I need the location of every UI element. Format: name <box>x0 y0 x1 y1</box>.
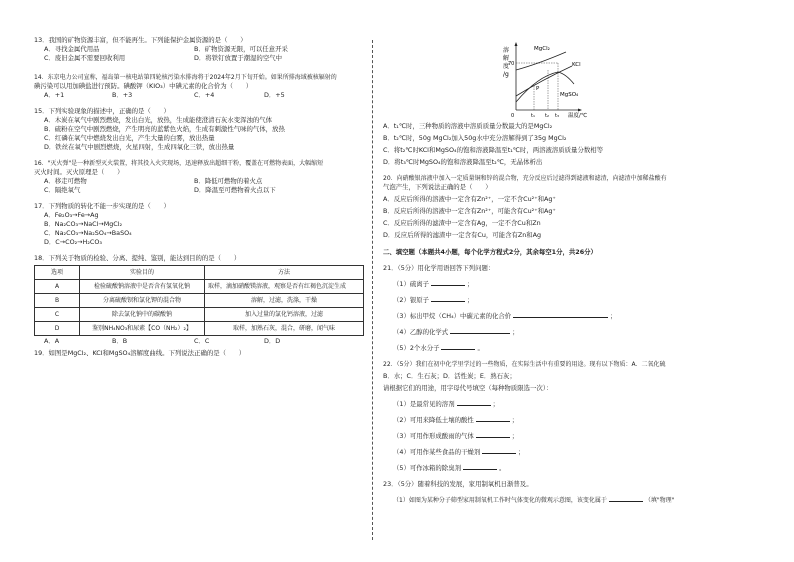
q22-item-5: （5）可作冰箱的除臭剂 <box>393 464 461 472</box>
q19-opt-a: A．t₁℃时，三种物质的溶液中溶质质量分数最大的是MgCl₂ <box>383 122 553 130</box>
right-column <box>383 122 761 505</box>
q13-opt-c: C．废旧金属不需要回收利用 <box>44 54 126 62</box>
column-divider <box>372 40 373 540</box>
q18-row-a-option: A <box>35 280 80 294</box>
question-21: 21．（5分）用化学用语回答下列问题： （1）硫离子 ； （2）银原子 ； （3）标出甲烷（CH₄）中碳元素的化合价 ； （4）乙醇的化学式 ； （5）2个水分子 。 <box>383 264 761 353</box>
q23-stem: 23．（5分）随着科技的发展，家用制氧机日渐普及。 <box>383 480 533 488</box>
q18-table <box>34 265 364 336</box>
q22-answer-1[interactable] <box>457 399 491 406</box>
q19-stem: 19．如图是MgCl₂、KCl和MgSO₄溶解度曲线。下列说法正确的是（ ） <box>34 349 246 357</box>
q16-stem-2: 灭火时间。灭火原理是（ ） <box>34 168 124 176</box>
y-axis-label-4: /g <box>503 71 509 78</box>
label-mgcl2: MgCl₂ <box>534 46 550 52</box>
q22-answer-5[interactable] <box>463 463 497 470</box>
q19-opt-c: C．将t₂℃时KCl和MgSO₄的饱和溶液降温至t₁℃时，两溶液溶质质量分数相等 <box>383 146 604 154</box>
q21-answer-4[interactable] <box>450 327 510 334</box>
q16-opt-d: D．降温至可燃物着火点以下 <box>194 186 276 194</box>
q21-answer-2[interactable] <box>431 295 465 302</box>
q17-stem: 17．下列物质的转化不能一步实现的是（ ） <box>34 202 170 210</box>
y-axis-label-3: 度 <box>503 63 510 70</box>
q13-stem: 13．我国的矿物资源丰富，但不能再生。下列能保护金属资源的是（ ） <box>34 36 247 44</box>
q18-row-b-purpose: 分离硫酸钡和氯化钾的混合物 <box>80 294 205 308</box>
question-17 <box>34 202 364 247</box>
x-axis-arrow <box>578 109 582 112</box>
y-axis-label-2: 解 <box>503 55 510 62</box>
q22-item-4: （4）可用作某些食品的干燥剂 <box>393 448 481 456</box>
q21-answer-3[interactable] <box>513 311 608 318</box>
q15-stem: 15．下列实验现象的描述中，正确的是（ ） <box>34 107 170 115</box>
q18-row-a-purpose: 检验硫酸钠溶液中是否含有氢氧化钠 <box>80 280 205 294</box>
q14-stem-2: 碘污染可以用加碘盐进行预防。碘酸钾（KIO₃）中碘元素的化合价为（ ） <box>34 82 253 90</box>
question-20 <box>383 174 761 240</box>
q17-opt-d: D．C→CO₂→H₂CO₃ <box>44 238 102 246</box>
q21-item-1: （1）硫离子 <box>393 280 430 288</box>
q22-stem-1: 22．（5分）我们在初中化学里学过的一些物质，在实际生活中有重要的用途。现有以下物质：A．二氧化硫 <box>383 361 666 368</box>
q21-item-4: （4）乙醇的化学式 <box>393 328 449 336</box>
q15-opt-b: B．硫粉在空气中剧烈燃烧，产生明亮的蓝紫色火焰，生成有刺激性气味的气体，放热 <box>44 125 285 133</box>
q20-opt-b: B．反应后所得的溶液中一定含有Zn²⁺，可能含有Cu²⁺和Ag⁺ <box>383 207 556 215</box>
q18-opt-c: C．C <box>194 337 210 345</box>
q18-opt-b: B．B <box>112 337 128 345</box>
q18-row-d-purpose: 鉴别NH₄NO₃和尿素【CO（NH₂）₂】 <box>80 322 205 336</box>
label-p: P <box>536 86 540 92</box>
q17-opt-a: A．Fe₂O₃→Fe→Ag <box>44 211 99 219</box>
tick-t1: t₁ <box>531 113 535 118</box>
tick-origin: 0 <box>511 113 515 118</box>
q18-header-option: 选项 <box>35 266 80 280</box>
q18-row-c-method: 加入过量的氯化钙溶液，过滤 <box>205 308 364 322</box>
question-19 <box>34 349 364 358</box>
solubility-chart <box>502 40 612 118</box>
q22-answer-4[interactable] <box>482 447 516 454</box>
q15-opt-a: A．木炭在氧气中剧烈燃烧，发出白光，放热，生成能使澄清石灰水变浑浊的气体 <box>44 116 273 124</box>
label-mgso4: MgSO₄ <box>560 92 579 98</box>
q14-opt-d: D．+5 <box>264 91 285 99</box>
question-22: 22．（5分）我们在初中化学里学过的一些物质，在实际生活中有重要的用途。现有以下物质：A．二氧化硫 B．水；C．生石灰；D．活性炭；E．熟石灰； 请根据它们的用途，用字母代号填空（每种物质限选一次）： （1）是最常见的溶剂 ； （2）可用来降低土壤的酸性 ； （3）可用作形成酸雨的气体 ； （4）可用作某些食品的干燥剂 ； （5）可作冰箱的除臭剂 。 <box>383 360 761 473</box>
q20-opt-d: D．反应后所得的滤渣中一定含有Cu，可能含有Zn和Ag <box>383 231 542 239</box>
q22-stem-3: 请根据它们的用途，用字母代号填空（每种物质限选一次）： <box>383 384 553 392</box>
q21-item-5: （5）2个水分子 <box>393 344 440 352</box>
q22-item-2: （2）可用来降低土壤的酸性 <box>393 416 474 424</box>
y-tick-70: 70 <box>508 61 515 67</box>
q13-opt-b: B．矿物资源无限，可以任意开采 <box>194 45 288 53</box>
curve-mgcl2 <box>516 52 566 70</box>
q21-stem: 21．（5分）用化学用语回答下列问题： <box>383 264 495 272</box>
q18-opt-d: D．D <box>264 337 281 345</box>
q16-opt-a: A．移走可燃物 <box>44 177 87 185</box>
q22-item-1: （1）是最常见的溶剂 <box>393 400 455 408</box>
q22-answer-3[interactable] <box>476 431 510 438</box>
label-kcl: KCl <box>572 62 581 68</box>
q18-opt-a: A．A <box>44 337 60 345</box>
left-column <box>34 36 364 358</box>
q14-opt-b: B．+3 <box>112 91 133 99</box>
question-16 <box>34 159 364 195</box>
q20-opt-a: A．反应后所得的溶液中一定含有Zn²⁺，一定不含Cu²⁺和Ag⁺ <box>383 195 556 203</box>
x-axis-label: 温度/℃ <box>568 113 588 118</box>
q18-row-b-method: 溶解，过滤，洗涤，干燥 <box>205 294 364 308</box>
y-axis-arrow <box>515 42 518 46</box>
solubility-chart-svg <box>502 40 612 118</box>
q22-item-3: （3）可用作形成酸雨的气体 <box>393 432 474 440</box>
section-fill-in-title: 二、填空题（本题共4小题，每个化学方程式2分，其余每空1分，共26分） <box>383 248 597 256</box>
q16-stem-1: 16．"灭火弹"是一种新型灭火装置，将其投入火灾现场，迅速释放出超细干粉，覆盖在可燃物表面，大幅缩短 <box>34 160 324 167</box>
question-13 <box>34 36 364 63</box>
q18-row-d-method: 取样，加熟石灰，混合，研磨，闻气味 <box>205 322 364 336</box>
tick-t2: t₂ <box>545 113 549 118</box>
q14-opt-c: C．+4 <box>194 91 215 99</box>
q23-item-1-hint: （填"物理" <box>644 497 675 504</box>
q19-opt-b: B．t₂℃时，50g MgCl₂加入50g水中充分溶解得到了35g MgCl₂ <box>383 134 567 142</box>
tick-t3: t₃ <box>555 113 559 118</box>
q21-answer-5[interactable] <box>441 343 475 350</box>
q21-item-2: （2）银原子 <box>393 296 430 304</box>
question-23 <box>383 480 761 505</box>
q18-stem: 18．下列关于物质的检验、分离、提纯、鉴别，能达到目的的是（ ） <box>34 254 241 262</box>
q14-opt-a: A．+1 <box>44 91 65 99</box>
q23-item-1: （1）如图为某种分子筛型家用制氧机工作时气体变化的微观示意图，该变化属于 <box>393 497 607 504</box>
q20-stem-1: 20．向硝酸银溶液中加入一定质量铜和锌的混合物，充分反应后过滤得到滤液和滤渣，向滤渣中加稀盐酸有 <box>383 175 667 182</box>
question-14 <box>34 73 364 100</box>
q19-opt-d: D．将t₃℃时MgSO₄的饱和溶液降温至t₂℃，无晶体析出 <box>383 158 543 166</box>
q14-stem-1: 14．东京电力公司宣称，福岛第一核电站第四轮核污染水排海将于2024年2月下旬开始。如果所排海域被核辐射的 <box>34 74 337 81</box>
q18-row-c-option: C <box>35 308 80 322</box>
q18-header-method: 方法 <box>205 266 364 280</box>
question-15 <box>34 107 364 152</box>
q18-row-d-option: D <box>35 322 80 336</box>
question-18 <box>34 254 364 346</box>
q16-opt-c: C．隔绝氧气 <box>44 186 81 194</box>
q15-opt-c: C．红磷在氧气中燃烧发出白光，产生大量的白雾，放出热量 <box>44 134 215 142</box>
q17-opt-b: B．Na₂CO₃→NaCl→MgCl₂ <box>44 220 123 228</box>
q22-stem-2: B．水；C．生石灰；D．活性炭；E．熟石灰； <box>383 372 516 380</box>
q23-answer-1[interactable] <box>609 495 643 502</box>
q21-answer-1[interactable] <box>431 279 465 286</box>
q17-opt-c: C．Na₂CO₃→Na₂SO₄→BaSO₄ <box>44 229 132 237</box>
y-axis-label-1: 溶 <box>503 47 510 54</box>
q13-opt-a: A．寻找金属代用品 <box>44 45 100 53</box>
q20-opt-c: C．反应后所得的滤渣中一定含有Ag，一定不含Cu和Zn <box>383 219 541 227</box>
q18-header-purpose: 实验目的 <box>80 266 205 280</box>
q18-row-b-option: B <box>35 294 80 308</box>
q15-opt-d: D．铁丝在氧气中剧烈燃烧，火星四射，生成四氧化三铁，放出热量 <box>44 143 235 151</box>
q20-stem-2: 气泡产生，下列说法正确的是（ ） <box>383 183 492 191</box>
q18-row-c-purpose: 除去氯化钠中的碳酸钠 <box>80 308 205 322</box>
q13-opt-d: D．将铁钉放置于潮湿的空气中 <box>194 54 282 62</box>
q18-row-a-method: 取样，滴加硝酸镁溶液，观察是否有红褐色沉淀生成 <box>205 280 364 294</box>
q16-opt-b: B．降低可燃物的着火点 <box>194 177 263 185</box>
q21-item-3: （3）标出甲烷（CH₄）中碳元素的化合价 <box>393 312 512 320</box>
q22-answer-2[interactable] <box>476 415 510 422</box>
